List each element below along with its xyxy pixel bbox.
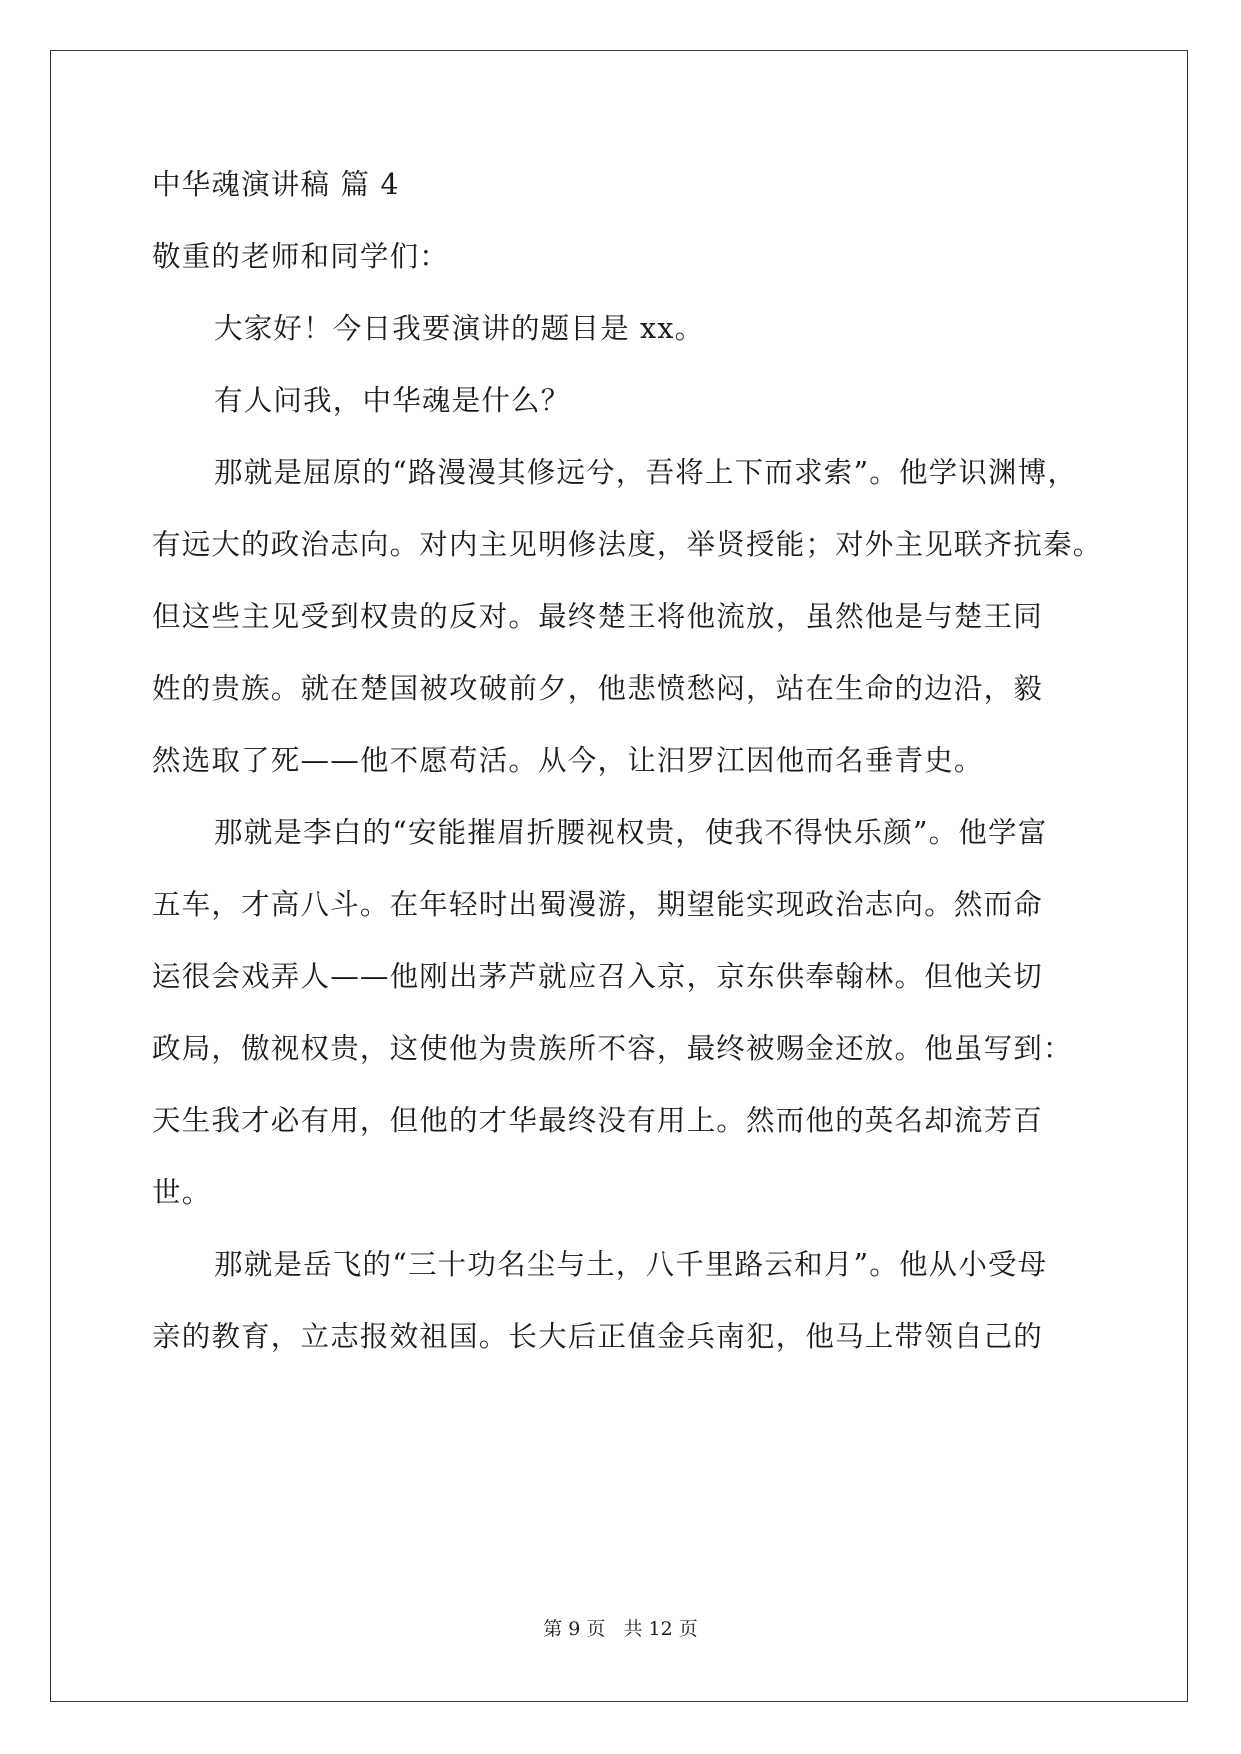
paragraph-line: 运很会戏弄人——他刚出茅芦就应召入京，京东供奉翰林。但他关切 xyxy=(152,960,1044,993)
paragraph-line: 那就是岳飞的“三十功名尘与土，八千里路云和月”。他从小受母 xyxy=(214,1248,1048,1281)
document-title: 中华魂演讲稿 篇 4 xyxy=(152,168,400,201)
paragraph-line: 然选取了死——他不愿苟活。从今，让汨罗江因他而名垂青史。 xyxy=(152,744,984,777)
paragraph-line: 那就是屈原的“路漫漫其修远兮，吾将上下而求索”。他学识渊博， xyxy=(214,456,1078,489)
paragraph-line: 天生我才必有用，但他的才华最终没有用上。然而他的英名却流芳百 xyxy=(152,1104,1044,1137)
paragraph-line: 姓的贵族。就在楚国被攻破前夕，他悲愤愁闷，站在生命的边沿，毅 xyxy=(152,672,1044,705)
paragraph-line: 有远大的政治志向。对内主见明修法度，举贤授能；对外主见联齐抗秦。 xyxy=(152,528,1103,561)
paragraph-line: 但这些主见受到权贵的反对。最终楚王将他流放，虽然他是与楚王同 xyxy=(152,600,1044,633)
paragraph-line: 大家好！今日我要演讲的题目是 xx。 xyxy=(214,312,705,345)
paragraph-line: 那就是李白的“安能摧眉折腰视权贵，使我不得快乐颜”。他学富 xyxy=(214,816,1048,849)
paragraph-line: 五车，才高八斗。在年轻时出蜀漫游，期望能实现政治志向。然而命 xyxy=(152,888,1044,921)
paragraph-line: 世。 xyxy=(152,1176,212,1209)
paragraph-line: 亲的教育，立志报效祖国。长大后正值金兵南犯，他马上带领自己的 xyxy=(152,1320,1044,1353)
salutation-line: 敬重的老师和同学们： xyxy=(152,240,450,273)
page-number-footer: 第 9 页 共 12 页 xyxy=(543,1618,698,1640)
page-border xyxy=(50,50,1188,1702)
paragraph-line: 有人问我，中华魂是什么？ xyxy=(214,384,571,417)
paragraph-line: 政局，傲视权贵，这使他为贵族所不容，最终被赐金还放。他虽写到： xyxy=(152,1032,1073,1065)
